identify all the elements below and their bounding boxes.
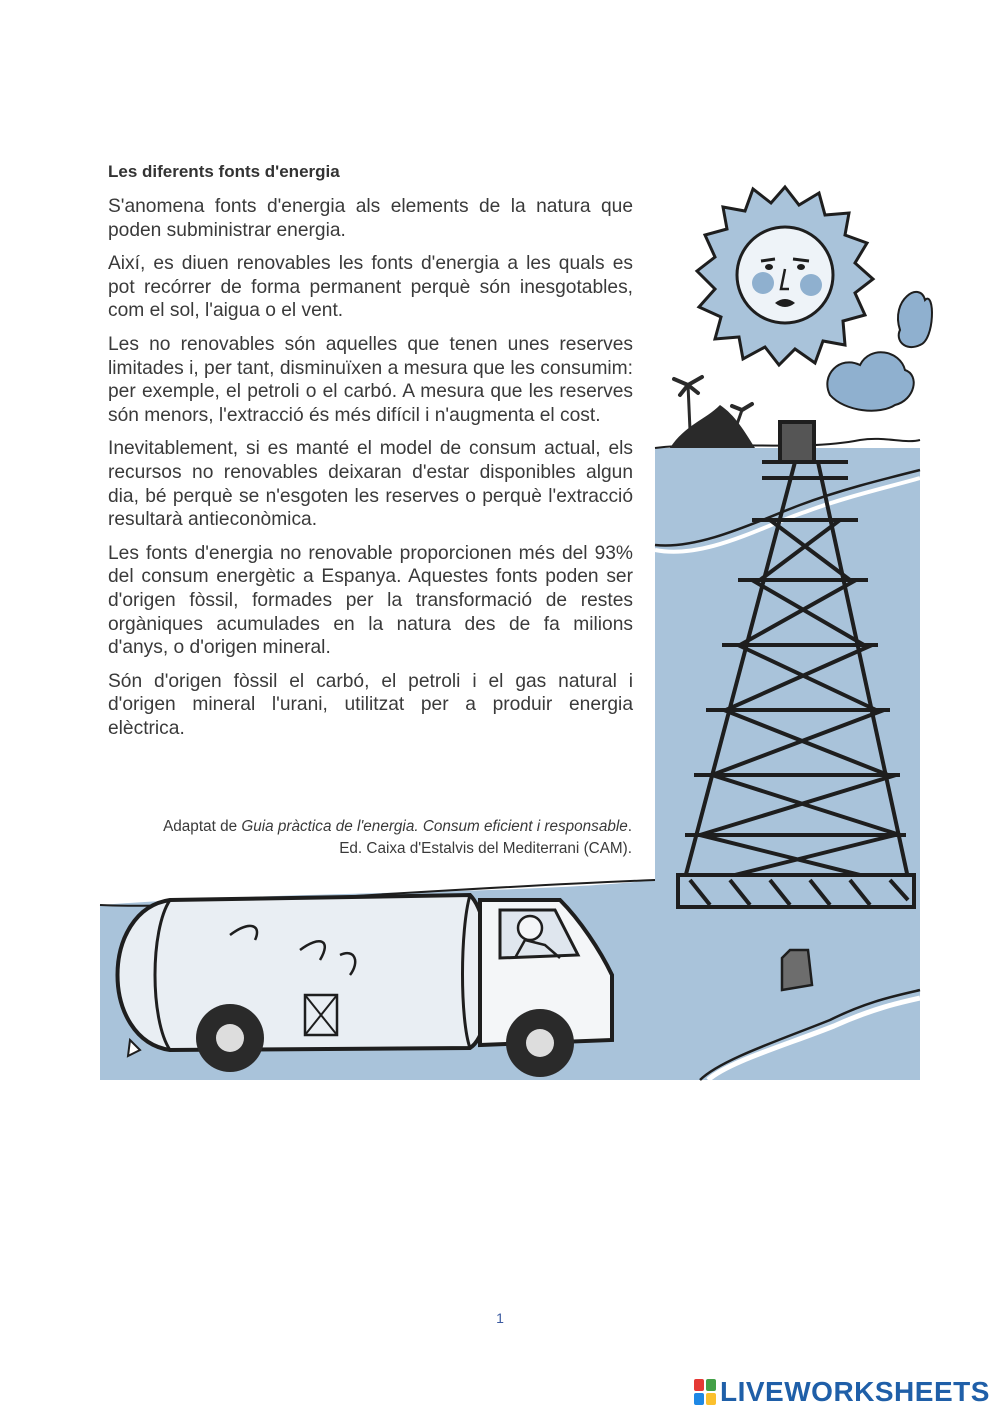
brand-name: LIVEWORKSHEETS [720, 1376, 990, 1407]
smoke-icon [827, 352, 913, 410]
page-title: Les diferents fonts d'energia [108, 162, 340, 181]
paragraph: Així, es diuen renovables les fonts d'energia a les quals es pot recórrer de forma permanent perquè són inesgotables, com el sol, l'aigua o el vent. [108, 253, 633, 322]
coal-lump-icon [782, 950, 812, 990]
citation-book-title: Guia pràctica de l'energia. Consum eficient i responsable [241, 818, 628, 835]
paragraph: Les no renovables són aquelles que tenen unes reserves limitades i, per tant, disminuïxen a mesura que les consumim: per exemple, el petroli o el carbó. A mesura que les reserves són menors, l'extracció és més difícil i n'augmenta el cost. [108, 333, 633, 426]
sun-icon [697, 187, 873, 365]
cloud-icon [898, 292, 932, 347]
tanker-truck-icon [118, 895, 613, 1077]
article-body [108, 195, 633, 750]
citation-prefix: Adaptat de [163, 818, 242, 835]
paragraph: Les fonts d'energia no renovable proporcionen més del 93% del consum energètic a Espanya. Aquestes fonts poden ser d'origen fòssil, formades per la transformació de restes orgàniques acumulades en la natura des de fa milions d'anys, o d'origen mineral. [108, 542, 633, 659]
liveworksheets-logo[interactable] [694, 1376, 990, 1408]
paragraph: Inevitablement, si es manté el model de consum actual, els recursos no renovables deixaran d'estar disponibles algun dia, bé perquè se n'esgoten les reserves o perquè l'extracció resultarà antieconòmica. [108, 438, 633, 531]
palm-island-icon [670, 377, 755, 448]
citation-publisher: . Ed. Caixa d'Estalvis del Mediterrani (CAM). [339, 818, 632, 857]
source-citation [160, 816, 632, 860]
paragraph: Són d'origen fòssil el carbó, el petroli i el gas natural i d'origen mineral l'urani, utilitzat per a produir energia elèctrica. [108, 670, 633, 739]
page-number: 1 [496, 1310, 504, 1326]
paragraph: S'anomena fonts d'energia als elements de la natura que poden subministrar energia. [108, 196, 633, 241]
liveworksheets-logo-icon [694, 1379, 716, 1405]
